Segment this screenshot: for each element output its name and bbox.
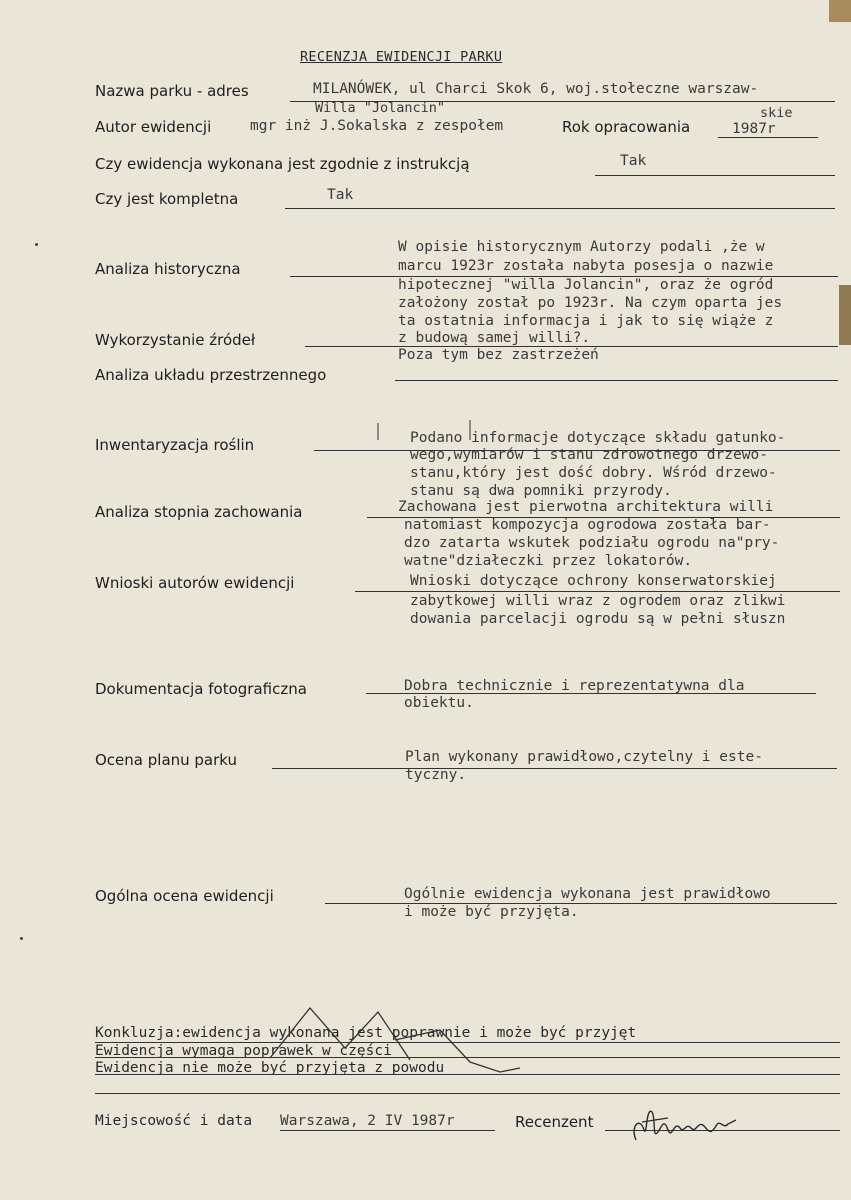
conclusions-line-2: zabytkowej willi wraz z ogrodem oraz zlikwi — [410, 593, 786, 609]
history-line-3: hipotecznej "willa Jolancin", oraz że ogród — [398, 277, 774, 293]
conclusion-line-2: Ewidencja wymaga poprawek w części — [95, 1043, 392, 1059]
spatial-label: Analiza układu przestrzennego — [95, 366, 327, 384]
preservation-line-2: natomiast kompozycja ogrodowa została bar- — [404, 517, 771, 533]
plan-line-2: tyczny. — [405, 767, 467, 783]
history-line-1: W opisie historycznym Autorzy podali ,że w — [398, 239, 765, 255]
reviewer-label: Recenzent — [515, 1113, 594, 1131]
overall-label: Ogólna ocena ewidencji — [95, 887, 274, 905]
plants-label: Inwentaryzacja roślin — [95, 436, 255, 454]
conclusion-line-1: Konkluzja:ewidencja wykonana jest poprawnie i może być przyjęt — [95, 1025, 637, 1041]
history-line-4: założony został po 1923r. Na czym oparta jes — [398, 295, 783, 311]
instruction-value: Tak — [620, 153, 647, 169]
villa-name-value: Willa "Jolancin" — [315, 100, 446, 116]
history-line-6: z budową samej willi?. — [398, 330, 591, 346]
preservation-line-1: Zachowana jest pierwotna architektura willi — [398, 499, 774, 515]
reviewer-signature — [628, 1100, 748, 1150]
photos-line-1: Dobra technicznie i reprezentatywna dla — [404, 678, 745, 694]
conclusion-line-3: Ewidencja nie może być przyjęta z powodu — [95, 1060, 445, 1076]
author-value: mgr inż J.Sokalska z zespołem — [250, 118, 504, 134]
conclusions-line-3: dowania parcelacji ogrodu są w pełni słuszn — [410, 611, 786, 627]
sources-value: Poza tym bez zastrzeżeń — [398, 347, 599, 363]
plan-label: Ocena planu parku — [95, 751, 238, 769]
preservation-line-3: dzo zatarta wskutek podziału ogrodu na"pry- — [404, 535, 780, 551]
plants-line-2: wego,wymiarów i stanu zdrowotnego drzewo- — [410, 447, 768, 463]
place-date-value: Warszawa, 2 IV 1987r — [280, 1113, 455, 1129]
plants-line-3: stanu,który jest dość dobry. Wśród drzewo- — [410, 465, 777, 481]
park-name-value-cont: skie — [760, 105, 793, 121]
author-label: Autor ewidencji — [95, 118, 212, 136]
overall-line-2: i może być przyjęta. — [404, 904, 579, 920]
place-date-label: Miejscowość i data — [95, 1113, 253, 1129]
sources-label: Wykorzystanie źródeł — [95, 331, 256, 349]
complete-value: Tak — [327, 187, 354, 203]
document-title: RECENZJA EWIDENCJI PARKU — [300, 49, 503, 65]
complete-label: Czy jest kompletna — [95, 190, 239, 208]
history-label: Analiza historyczna — [95, 260, 241, 278]
year-value: 1987r — [732, 121, 776, 137]
preservation-line-4: watne"działeczki przez lokatorów. — [404, 553, 693, 569]
year-label: Rok opracowania — [562, 118, 691, 136]
plants-line-1: Podano informacje dotyczące składu gatunko- — [410, 430, 786, 446]
instruction-label: Czy ewidencja wykonana jest zgodnie z instrukcją — [95, 155, 470, 173]
plants-line-4: stanu są dwa pomniki przyrody. — [410, 483, 672, 499]
preservation-label: Analiza stopnia zachowania — [95, 503, 303, 521]
photos-line-2: obiektu. — [404, 695, 474, 711]
photos-label: Dokumentacja fotograficzna — [95, 680, 307, 698]
park-name-value: MILANÓWEK, ul Charci Skok 6, woj.stołeczne warszaw- — [313, 81, 759, 97]
plan-line-1: Plan wykonany prawidłowo,czytelny i este- — [405, 749, 763, 765]
park-name-label: Nazwa parku - adres — [95, 82, 249, 100]
place-date-line — [280, 1130, 495, 1131]
conclusions-label: Wnioski autorów ewidencji — [95, 574, 295, 592]
conclusions-line-1: Wnioski dotyczące ochrony konserwatorskiej — [410, 573, 777, 589]
overall-line-1: Ogólnie ewidencja wykonana jest prawidłowo — [404, 886, 771, 902]
history-line-2: marcu 1923r została nabyta posesja o nazwie — [398, 258, 774, 274]
history-line-5: ta ostatnia informacja i jak to się wiąże z — [398, 313, 774, 329]
